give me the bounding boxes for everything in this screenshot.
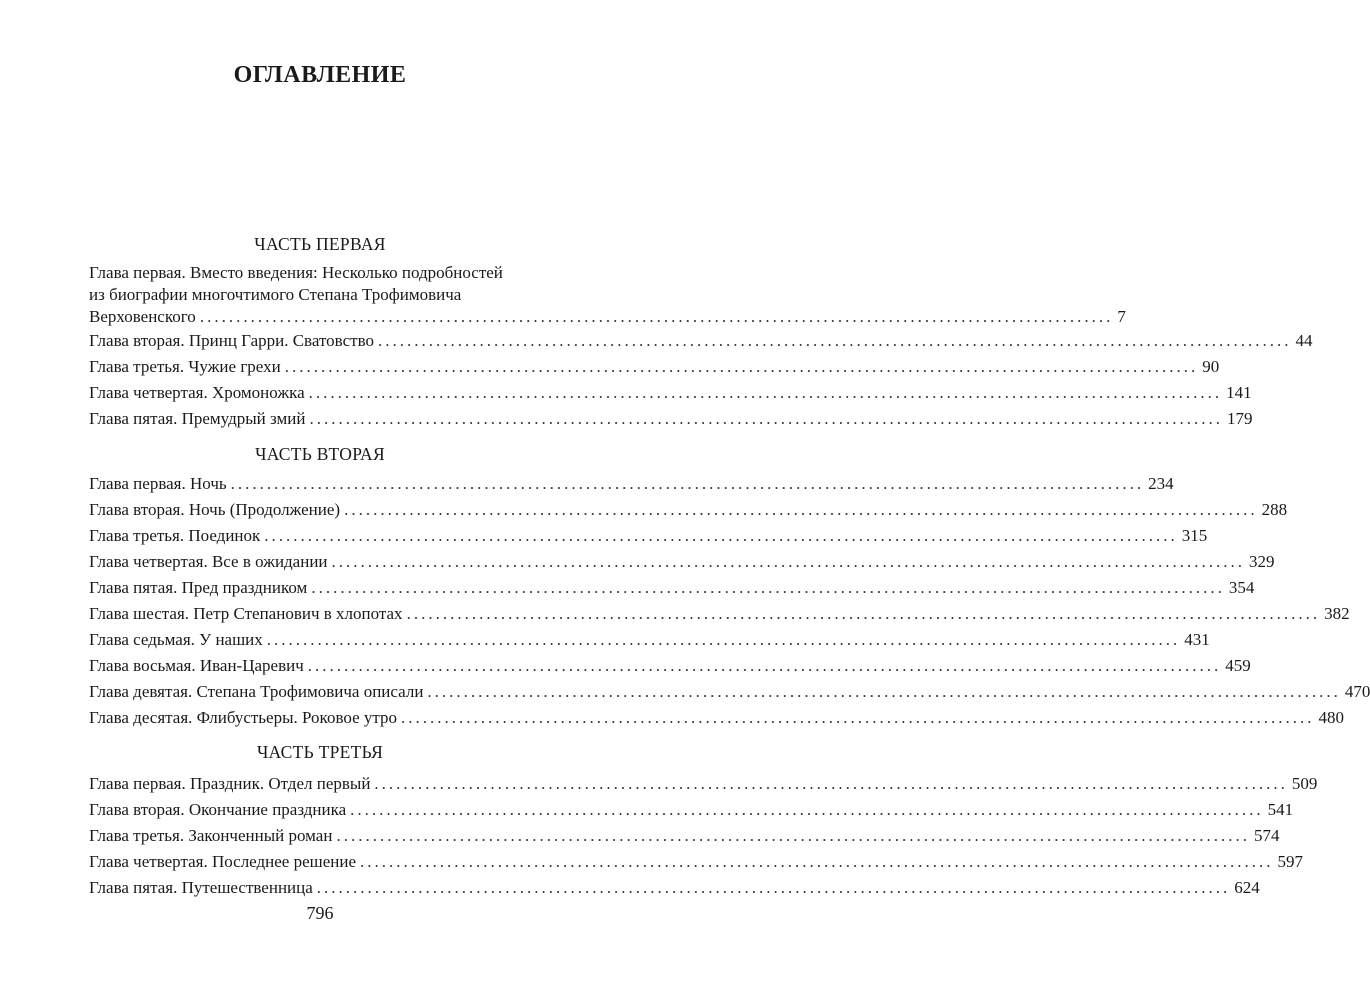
toc-entry-title: Глава четвертая. Все в ожидании bbox=[89, 552, 328, 571]
dot-leader: .............................................................................................................................. bbox=[266, 630, 1181, 649]
dot-leader: .............................................................................................................................. bbox=[264, 526, 1178, 545]
dot-leader: .............................................................................................................................. bbox=[401, 708, 1315, 727]
toc-page-number: 329 bbox=[1249, 552, 1275, 571]
dot-leader: .............................................................................................................................. bbox=[336, 826, 1250, 845]
toc-page-number: 459 bbox=[1225, 656, 1251, 675]
toc-entry-title: Глава вторая. Принц Гарри. Сватовство bbox=[89, 331, 374, 350]
dot-leader: .............................................................................................................................. bbox=[316, 878, 1231, 897]
toc-entry-title: Глава вторая. Ночь (Продолжение) bbox=[89, 500, 341, 519]
toc-entry[interactable] bbox=[89, 797, 1294, 823]
dot-leader: .............................................................................................................................. bbox=[331, 552, 1246, 571]
dot-leader: .............................................................................................................................. bbox=[344, 500, 1258, 519]
toc-entry-title: Глава вторая. Окончание праздника bbox=[89, 800, 347, 819]
toc-entry-title: Глава пятая. Путешественница bbox=[89, 878, 313, 897]
toc-page-number: 44 bbox=[1295, 331, 1313, 350]
toc-entry-title: Глава десятая. Флибустьеры. Роковое утро bbox=[89, 708, 398, 727]
part-heading-3: ЧАСТЬ ТРЕТЬЯ bbox=[256, 742, 384, 762]
toc-page-number: 90 bbox=[1202, 357, 1220, 376]
page-number: 796 bbox=[306, 903, 334, 923]
toc-entry-title: Глава девятая. Степана Трофимовича описали bbox=[89, 682, 424, 701]
toc-entry[interactable] bbox=[89, 705, 1345, 731]
part-heading-1: ЧАСТЬ ПЕРВАЯ bbox=[254, 234, 386, 254]
toc-entry-title: Глава первая. Ночь bbox=[89, 474, 227, 493]
toc-entry[interactable] bbox=[89, 262, 1126, 328]
toc-entry[interactable] bbox=[89, 380, 1252, 406]
toc-page-number: 354 bbox=[1228, 578, 1255, 597]
dot-leader: .............................................................................................................................. bbox=[307, 656, 1222, 675]
toc-section-3 bbox=[89, 771, 1318, 901]
toc-entry[interactable] bbox=[89, 328, 1313, 354]
toc-page-number: 431 bbox=[1184, 630, 1210, 649]
dot-leader: .............................................................................................................................. bbox=[309, 409, 1223, 428]
toc-entry-title: Глава пятая. Премудрый змий bbox=[89, 409, 306, 428]
toc-entry[interactable] bbox=[89, 601, 1350, 627]
toc-page-number: 288 bbox=[1261, 500, 1288, 519]
toc-entry[interactable] bbox=[89, 653, 1251, 679]
toc-page-number: 7 bbox=[1117, 307, 1126, 326]
toc-page-number: 541 bbox=[1267, 800, 1294, 819]
toc-entry[interactable] bbox=[89, 497, 1288, 523]
page-title: ОГЛАВЛЕНИЕ bbox=[233, 62, 407, 88]
toc-entry-line: из биографии многочтимого Степана Трофимовича bbox=[89, 285, 462, 304]
toc-section-2 bbox=[89, 471, 1370, 731]
toc-entry-title: Глава третья. Поединок bbox=[89, 526, 261, 545]
toc-entry-title: Глава пятая. Пред праздником bbox=[89, 578, 308, 597]
toc-page-number: 624 bbox=[1234, 878, 1260, 897]
toc-entry-title: Глава четвертая. Последнее решение bbox=[89, 852, 357, 871]
toc-page-number: 179 bbox=[1226, 409, 1253, 428]
toc-entry[interactable] bbox=[89, 523, 1208, 549]
dot-leader: .............................................................................................................................. bbox=[311, 578, 1225, 597]
toc-entry-title: Глава четвертая. Хромоножка bbox=[89, 383, 305, 402]
dot-leader: .............................................................................................................................. bbox=[230, 474, 1145, 493]
toc-entry-title: Глава шестая. Петр Степанович в хлопотах bbox=[89, 604, 403, 623]
toc-section-1 bbox=[89, 262, 1313, 432]
toc-entry-line: Глава первая. Вместо введения: Несколько подробностей bbox=[89, 263, 503, 282]
toc-entry[interactable] bbox=[89, 575, 1255, 601]
dot-leader: .............................................................................................................................. bbox=[377, 331, 1292, 350]
dot-leader: .............................................................................................................................. bbox=[350, 800, 1264, 819]
dot-leader: .............................................................................................................................. bbox=[199, 307, 1114, 326]
toc-entry-title: Глава третья. Законченный роман bbox=[89, 826, 333, 845]
toc-page-number: 141 bbox=[1226, 383, 1252, 402]
toc-entry[interactable] bbox=[89, 354, 1220, 380]
dot-leader: .............................................................................................................................. bbox=[406, 604, 1321, 623]
toc-page-number: 509 bbox=[1291, 774, 1318, 793]
toc-entry-title: Глава восьмая. Иван-Царевич bbox=[89, 656, 304, 675]
toc-page-number: 470 bbox=[1344, 682, 1370, 701]
toc-page-number: 574 bbox=[1253, 826, 1280, 845]
toc-page-number: 480 bbox=[1318, 708, 1345, 727]
dot-leader: .............................................................................................................................. bbox=[284, 357, 1199, 376]
toc-entry[interactable] bbox=[89, 406, 1253, 432]
dot-leader: .............................................................................................................................. bbox=[308, 383, 1223, 402]
toc-entry[interactable] bbox=[89, 627, 1210, 653]
toc-entry-title: Глава седьмая. У наших bbox=[89, 630, 263, 649]
toc-page-number: 382 bbox=[1324, 604, 1350, 623]
toc-page-number: 315 bbox=[1181, 526, 1208, 545]
toc-page-number: 234 bbox=[1148, 474, 1174, 493]
toc-entry[interactable] bbox=[89, 549, 1275, 575]
toc-entry[interactable] bbox=[89, 823, 1280, 849]
toc-entry[interactable] bbox=[89, 875, 1260, 901]
dot-leader: .............................................................................................................................. bbox=[427, 682, 1341, 701]
toc-page-number: 597 bbox=[1277, 852, 1304, 871]
toc-entry-line: Верховенского bbox=[89, 307, 196, 326]
toc-entry[interactable] bbox=[89, 679, 1370, 705]
toc-entry[interactable] bbox=[89, 849, 1304, 875]
toc-entry-title: Глава третья. Чужие грехи bbox=[89, 357, 281, 376]
toc-entry[interactable] bbox=[89, 771, 1318, 797]
dot-leader: .............................................................................................................................. bbox=[374, 774, 1288, 793]
part-heading-2: ЧАСТЬ ВТОРАЯ bbox=[255, 444, 385, 464]
dot-leader: .............................................................................................................................. bbox=[360, 852, 1274, 871]
toc-entry[interactable] bbox=[89, 471, 1174, 497]
toc-entry-title: Глава первая. Праздник. Отдел первый bbox=[89, 774, 371, 793]
